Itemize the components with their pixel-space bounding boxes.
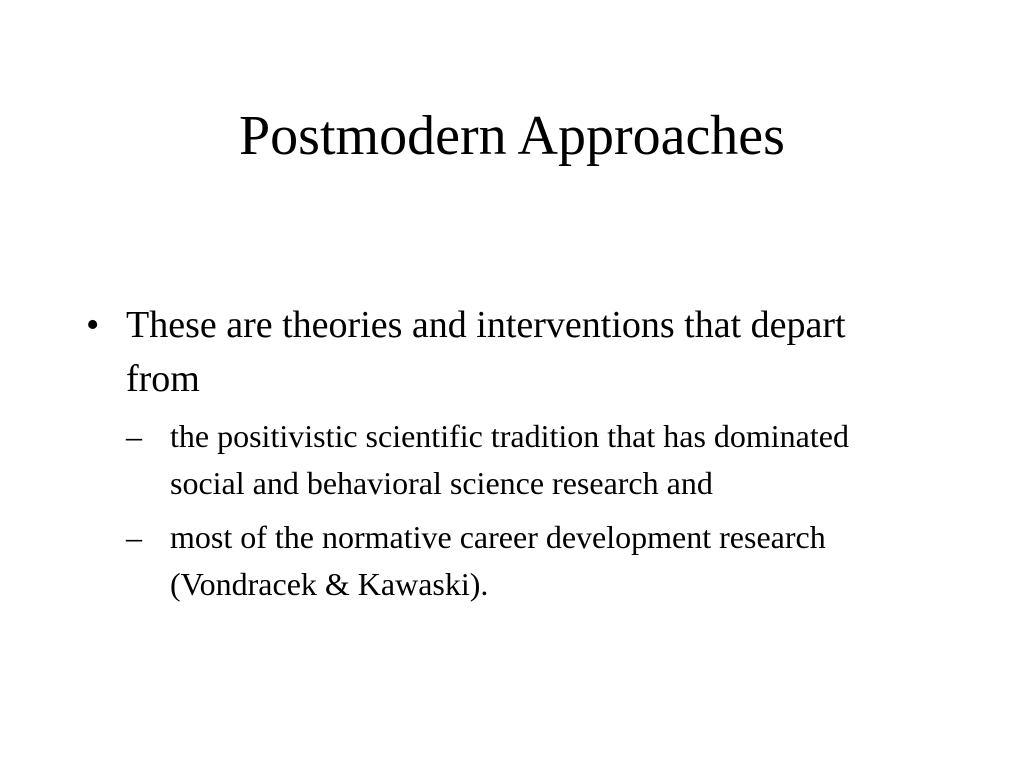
sub-bullet-marker: –: [126, 519, 142, 555]
sub-bullet-text: most of the normative career development research (Vondracek & Kawaski).: [170, 519, 826, 602]
sub-bullet-text: the positivistic scientific tradition that has dominated social and behavioral science research and: [170, 418, 849, 501]
sub-bullet-marker: –: [126, 418, 142, 454]
bullet-item: [86, 298, 886, 406]
sub-bullet-item: [126, 514, 850, 608]
bullet-marker: •: [86, 304, 100, 346]
bullet-text: These are theories and interventions that depart from: [126, 304, 846, 400]
slide-body: [86, 298, 966, 615]
sub-bullet-item: [126, 413, 850, 507]
slide-title: Postmodern Approaches: [239, 105, 785, 167]
sub-bullet-list: [126, 413, 966, 608]
